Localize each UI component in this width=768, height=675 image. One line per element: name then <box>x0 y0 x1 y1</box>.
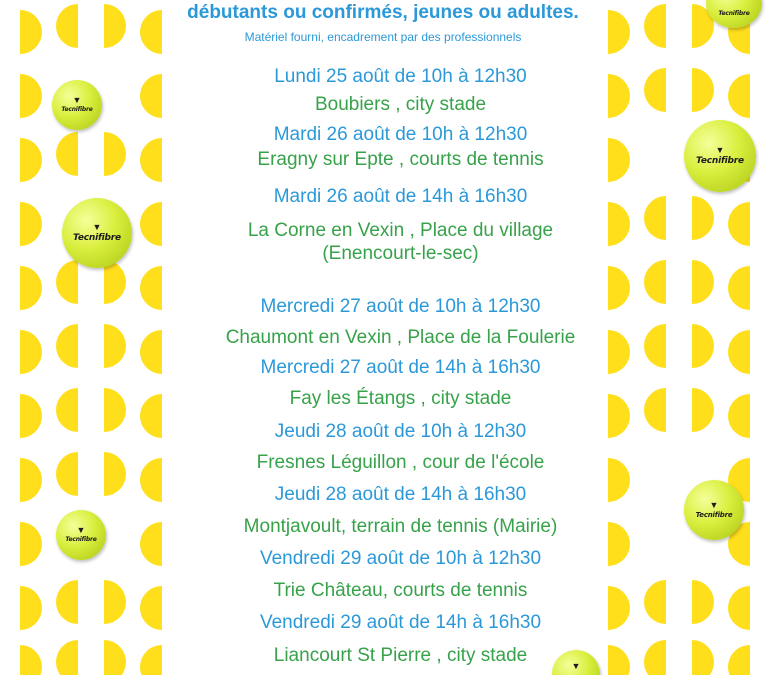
session-location: La Corne en Vexin , Place du village <box>247 220 554 241</box>
session-location: Liancourt St Pierre , city stade <box>273 645 528 666</box>
brand-logo-icon: ▼ <box>76 525 86 535</box>
brand-logo-icon: ▼ <box>571 660 581 671</box>
session-location: Fresnes Léguillon , cour de l'école <box>256 452 545 473</box>
brand-logo-icon: ▼ <box>709 499 719 510</box>
tennis-ball-icon <box>684 120 756 192</box>
tennis-ball-icon <box>56 510 106 560</box>
session-date: Jeudi 28 août de 14h à 16h30 <box>274 484 527 505</box>
brand-logo-icon: ▼ <box>92 221 102 232</box>
session-date: Lundi 25 août de 10h à 12h30 <box>274 66 527 87</box>
session-location-note: (Enencourt-le-sec) <box>322 243 479 264</box>
session-date: Mardi 26 août de 14h à 16h30 <box>273 186 528 207</box>
session-location: Eragny sur Epte , courts de tennis <box>257 149 544 170</box>
ball-brand-text: Tecnifibre <box>695 510 733 519</box>
session-location: Chaumont en Vexin , Place de la Foulerie <box>225 327 576 348</box>
ball-brand-text: Tecnifibre <box>65 536 97 543</box>
headline: débutants ou confirmés, jeunes ou adultes. <box>187 2 579 23</box>
brand-logo-icon: ▼ <box>72 95 82 105</box>
session-location: Fay les Étangs , city stade <box>289 388 512 409</box>
session-date: Vendredi 29 août de 14h à 16h30 <box>259 612 542 633</box>
tennis-ball-icon <box>52 80 102 130</box>
ball-brand-text: Tecnifibre <box>718 9 750 17</box>
tennis-ball-icon <box>684 480 744 540</box>
ball-brand-text: Tecnifibre <box>696 155 744 166</box>
ball-brand-text: Tecnifibre <box>61 106 93 113</box>
session-date: Mercredi 27 août de 14h à 16h30 <box>260 357 541 378</box>
session-date: Mercredi 27 août de 10h à 12h30 <box>260 296 541 317</box>
session-date: Vendredi 29 août de 10h à 12h30 <box>259 548 542 569</box>
ball-brand-text: Tecnifibre <box>73 232 121 243</box>
session-date: Mardi 26 août de 10h à 12h30 <box>273 124 528 145</box>
session-date: Jeudi 28 août de 10h à 12h30 <box>274 421 527 442</box>
subline: Matériel fourni, encadrement par des professionnels <box>244 30 522 44</box>
session-location: Boubiers , city stade <box>314 94 487 115</box>
tennis-ball-icon <box>62 198 132 268</box>
session-location: Montjavoult, terrain de tennis (Mairie) <box>243 516 558 537</box>
brand-logo-icon: ▼ <box>715 144 725 155</box>
session-location: Trie Château, courts de tennis <box>273 580 528 601</box>
